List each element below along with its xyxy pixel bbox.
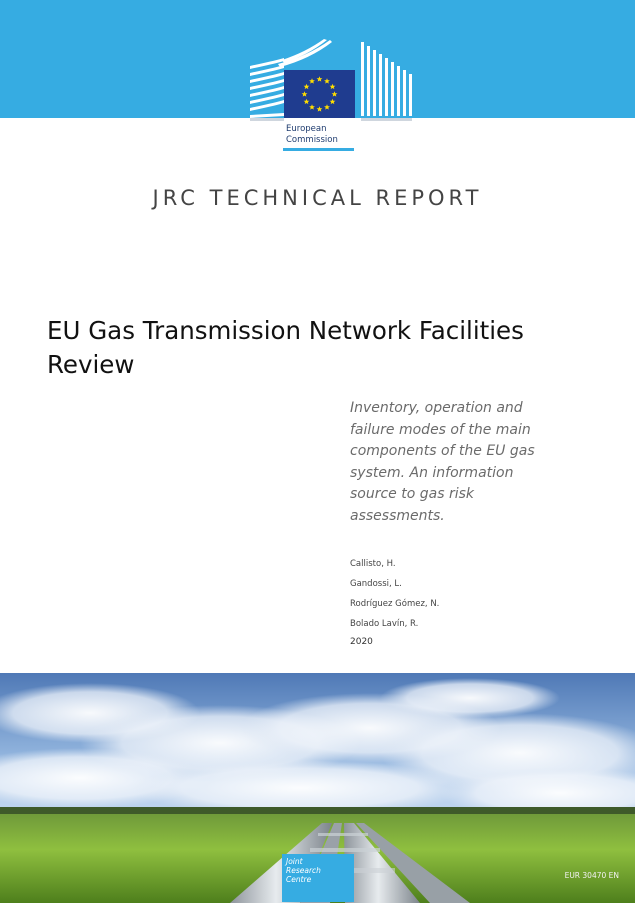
report-subtitle: Inventory, operation and failure modes of the main components of the EU gas system. An information source to gas risk assessments. [350, 400, 535, 524]
publication-year: 2020 [350, 637, 373, 647]
clouds [0, 678, 635, 819]
author: Bolado Lavín, R. [350, 619, 419, 629]
author: Rodríguez Gómez, N. [350, 599, 440, 609]
report-title: EU Gas Transmission Network Facilities Review [47, 316, 524, 380]
eur-report-number: EUR 30470 EN [564, 871, 619, 880]
jrc-line: Centre [286, 875, 312, 884]
logo-wordmark [286, 124, 338, 146]
logo-underline [283, 148, 354, 151]
logo-line-commission: Commission [286, 135, 338, 145]
author: Callisto, H. [350, 559, 396, 569]
jrc-badge-text [286, 857, 321, 884]
logo-line-european: European [286, 124, 327, 134]
author: Gandossi, L. [350, 579, 402, 589]
author-list [350, 557, 439, 637]
report-type-heading: JRC TECHNICAL REPORT [152, 186, 483, 210]
jrc-line: Research [286, 866, 321, 875]
jrc-line: Joint [286, 857, 303, 866]
